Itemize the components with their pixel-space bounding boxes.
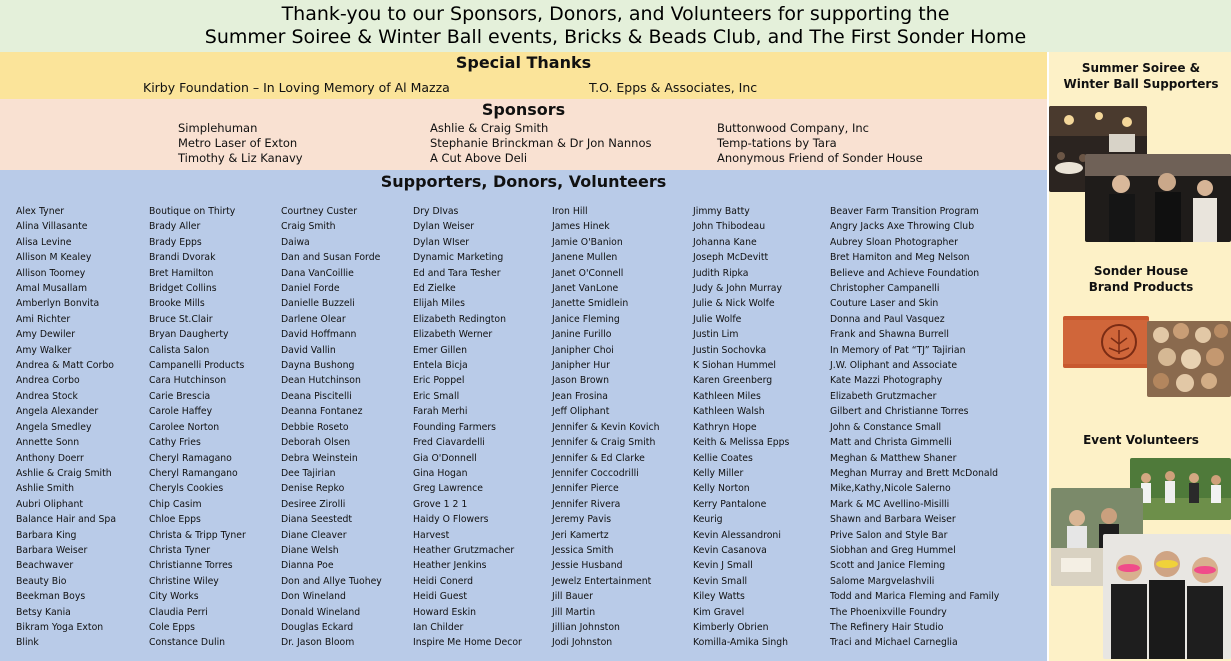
- supporter-name: Keurig: [693, 514, 723, 526]
- supporter-name: Christine Wiley: [149, 575, 219, 587]
- supporter-name: Traci and Michael Carneglia: [830, 637, 958, 649]
- supporter-name: Brandi Dvorak: [149, 252, 216, 264]
- supporter-name: Judy & John Murray: [693, 283, 782, 295]
- sponsors-section: [0, 99, 1047, 170]
- supporter-name: Cheryls Cookies: [149, 483, 224, 495]
- supporter-name: Christopher Campanelli: [830, 283, 940, 295]
- supporter-name: Salome Margvelashvili: [830, 575, 935, 587]
- supporter-name: Ed and Tara Tesher: [413, 267, 501, 279]
- supporter-name: Beachwaver: [16, 560, 74, 572]
- supporters-column: [281, 204, 382, 651]
- supporter-name: Eric Small: [413, 390, 460, 402]
- supporter-name: Ami Richter: [16, 313, 71, 325]
- supporter-name: Dynamic Marketing: [413, 252, 504, 264]
- supporter-name: Desiree Zirolli: [281, 498, 346, 510]
- supporter-name: Janet VanLone: [552, 283, 619, 295]
- special-thanks-item: T.O. Epps & Associates, Inc: [589, 80, 758, 95]
- supporter-name: The Refinery Hair Studio: [830, 621, 944, 633]
- supporter-name: Bret Hamilton: [149, 267, 214, 279]
- supporter-name: Aubrey Sloan Photographer: [830, 236, 958, 248]
- supporter-name: Donna and Paul Vasquez: [830, 313, 945, 325]
- supporter-name: Couture Laser and Skin: [830, 298, 939, 310]
- supporter-name: Alex Tyner: [16, 206, 65, 217]
- supporter-name: Heather Grutzmacher: [413, 544, 515, 556]
- supporter-name: Inspire Me Home Decor: [413, 637, 522, 649]
- supporter-name: Dee Tajirian: [281, 467, 336, 479]
- supporter-name: Ed Zielke: [413, 283, 456, 295]
- supporter-name: Siobhan and Greg Hummel: [830, 544, 956, 556]
- supporter-name: Andrea Stock: [16, 390, 78, 402]
- supporter-name: Brady Aller: [149, 221, 201, 233]
- sponsors-column: [430, 121, 652, 166]
- supporter-name: Jennifer & Kevin Kovich: [552, 421, 660, 433]
- supporter-name: Meghan Murray and Brett McDonald: [830, 467, 999, 479]
- sponsor-name: Temp-tations by Tara: [717, 136, 837, 150]
- supporter-name: Ian Childer: [413, 621, 464, 633]
- supporter-name: Cheryl Ramagano: [149, 452, 232, 464]
- supporter-name: Allison M Kealey: [16, 252, 92, 264]
- sponsor-name: Metro Laser of Exton: [178, 136, 298, 150]
- supporter-name: Iron Hill: [552, 206, 588, 217]
- supporter-name: Daniel Forde: [281, 283, 340, 295]
- supporter-name: Joseph McDevitt: [693, 252, 769, 264]
- supporter-name: Founding Farmers: [413, 421, 497, 433]
- supporter-name: Danielle Buzzeli: [281, 298, 355, 310]
- supporter-name: Janine Furillo: [552, 329, 612, 341]
- supporters-section: [0, 170, 1047, 661]
- supporter-name: Kevin Small: [693, 575, 748, 587]
- supporter-name: Elizabeth Werner: [413, 329, 493, 341]
- sponsor-name: Timothy & Liz Kanavy: [178, 151, 303, 165]
- leather-product-photo: [1063, 316, 1149, 368]
- supporter-name: Kathleen Walsh: [693, 406, 765, 418]
- supporter-name: Jennifer Pierce: [552, 483, 619, 495]
- supporter-name: Kathleen Miles: [693, 390, 761, 402]
- supporter-name: Jill Bauer: [552, 591, 593, 603]
- supporter-name: Cathy Fries: [149, 437, 201, 449]
- supporter-name: James Hinek: [552, 221, 610, 233]
- supporter-name: Julie & Nick Wolfe: [693, 298, 775, 310]
- supporter-name: Dr. Jason Bloom: [281, 637, 355, 649]
- supporter-name: K Siohan Hummel: [693, 360, 776, 372]
- supporter-name: Prive Salon and Style Bar: [830, 529, 948, 541]
- supporter-name: Carole Haffey: [149, 406, 213, 418]
- supporter-name: David Hoffmann: [281, 329, 357, 341]
- supporter-name: Jessica Smith: [552, 544, 614, 556]
- supporter-name: Elizabeth Redington: [413, 313, 506, 325]
- supporter-name: Gia O'Donnell: [413, 452, 477, 464]
- supporter-name: Kathryn Hope: [693, 421, 757, 433]
- supporter-name: Diane Cleaver: [281, 529, 347, 541]
- supporter-name: Alina Villasante: [16, 221, 88, 233]
- volunteers-outdoor-photo: [1130, 458, 1231, 520]
- supporter-name: Grove 1 2 1: [413, 498, 468, 510]
- supporter-name: Harvest: [413, 529, 450, 541]
- supporter-name: Jewelz Entertainment: [552, 575, 652, 587]
- special-thanks-heading: Special Thanks: [455, 53, 592, 72]
- supporter-name: Bikram Yoga Exton: [16, 621, 104, 633]
- supporter-name: Angry Jacks Axe Throwing Club: [830, 221, 975, 233]
- supporter-name: Christa & Tripp Tyner: [149, 529, 246, 541]
- supporter-name: Constance Dulin: [149, 637, 226, 649]
- supporters-column: [552, 204, 660, 651]
- supporter-name: Jamie O'Banion: [552, 236, 623, 248]
- supporter-name: Heather Jenkins: [413, 560, 487, 572]
- title-line: Sonder House: [1093, 264, 1189, 278]
- supporters-column: [830, 204, 999, 651]
- supporter-name: Julie Wolfe: [693, 313, 742, 325]
- bead-bracelets-photo: [1147, 321, 1231, 397]
- supporter-name: Balance Hair and Spa: [16, 514, 117, 526]
- supporter-name: Komilla-Amika Singh: [693, 637, 789, 649]
- supporter-name: Kate Mazzi Photography: [830, 375, 943, 387]
- supporter-name: In Memory of Pat “TJ” Tajirian: [830, 344, 966, 356]
- supporter-name: Shawn and Barbara Weiser: [830, 514, 956, 526]
- supporter-name: Debra Weinstein: [281, 452, 358, 464]
- supporter-name: Kelly Norton: [693, 483, 750, 495]
- supporter-name: Don Wineland: [281, 591, 346, 603]
- supporter-name: Barbara King: [16, 529, 77, 541]
- supporter-name: Craig Smith: [281, 221, 336, 233]
- sponsor-name: Buttonwood Company, Inc: [717, 121, 869, 135]
- supporter-name: Dylan Weiser: [413, 221, 475, 233]
- supporter-name: Frank and Shawna Burrell: [830, 329, 949, 341]
- supporter-name: Bryan Daugherty: [149, 329, 229, 341]
- supporter-name: Jillian Johnston: [552, 621, 620, 633]
- supporter-name: Donald Wineland: [281, 606, 361, 618]
- supporter-name: Jessie Husband: [552, 560, 623, 572]
- supporter-name: Janipher Choi: [552, 344, 614, 356]
- page-header: [0, 0, 1231, 52]
- supporter-name: Darlene Olear: [281, 313, 346, 325]
- supporter-name: Jodi Johnston: [552, 637, 613, 649]
- supporter-name: Janipher Hur: [552, 360, 610, 372]
- supporter-name: J.W. Oliphant and Associate: [830, 360, 958, 372]
- supporter-name: Jennifer & Ed Clarke: [552, 452, 645, 464]
- supporter-name: Bret Hamiton and Meg Nelson: [830, 252, 970, 264]
- sponsors-column: [178, 121, 303, 166]
- supporter-name: Heidi Conerd: [413, 575, 474, 587]
- supporter-name: John & Constance Small: [830, 421, 942, 433]
- supporter-name: Johanna Kane: [693, 236, 757, 248]
- supporter-name: Bruce St.Clair: [149, 313, 213, 325]
- supporter-name: David Vallin: [281, 344, 336, 356]
- supporter-name: Haidy O Flowers: [413, 514, 489, 526]
- supporter-name: Beekman Boys: [16, 591, 86, 603]
- supporter-name: Blink: [16, 637, 39, 649]
- supporter-name: Kerry Pantalone: [693, 498, 767, 510]
- supporter-name: Emer Gillen: [413, 344, 467, 356]
- supporter-name: Believe and Achieve Foundation: [830, 267, 980, 279]
- supporter-name: Don and Allye Tuohey: [281, 575, 382, 587]
- supporter-name: Elijah Miles: [413, 298, 465, 310]
- supporter-name: Chip Casim: [149, 498, 202, 510]
- supporter-name: Justin Sochovka: [693, 344, 767, 356]
- supporter-name: Angela Smedley: [16, 421, 92, 433]
- supporter-name: The Phoenixville Foundry: [830, 606, 947, 618]
- header-line-1: Thank-you to our Sponsors, Donors, and Volunteers for supporting the: [281, 3, 950, 25]
- supporter-name: Beaver Farm Transition Program: [830, 206, 979, 217]
- supporter-name: Dayna Bushong: [281, 360, 355, 372]
- supporter-name: Betsy Kania: [16, 606, 71, 618]
- supporter-name: Cara Hutchinson: [149, 375, 227, 387]
- supporter-name: Kimberly Obrien: [693, 621, 769, 633]
- supporter-name: Debbie Roseto: [281, 421, 349, 433]
- supporter-name: Denise Repko: [281, 483, 345, 495]
- supporter-name: Allison Toomey: [16, 267, 86, 279]
- supporter-name: Kevin Casanova: [693, 544, 767, 556]
- brand-products-title: [1049, 263, 1231, 295]
- supporter-name: Jeff Oliphant: [552, 406, 610, 418]
- supporter-name: Keith & Melissa Epps: [693, 437, 790, 449]
- supporter-name: Janene Mullen: [552, 252, 618, 264]
- supporter-name: Todd and Marica Fleming and Family: [830, 591, 1000, 603]
- supporter-name: Janet O'Connell: [552, 267, 624, 279]
- supporter-name: City Works: [149, 591, 199, 603]
- supporter-name: Greg Lawrence: [413, 483, 483, 495]
- supporter-name: Justin Lim: [693, 329, 739, 341]
- supporter-name: Annette Sonn: [16, 437, 80, 449]
- supporter-name: Jeri Kamertz: [552, 529, 609, 541]
- supporter-name: Judith Ripka: [693, 267, 749, 279]
- supporter-name: Diana Seestedt: [281, 514, 353, 526]
- header-line-2: Summer Soiree & Winter Ball events, Bricks & Beads Club, and The First Sonder Home: [204, 26, 1027, 48]
- supporter-name: Aubri Oliphant: [16, 498, 84, 510]
- supporter-name: Deanna Fontanez: [281, 406, 363, 418]
- supporter-name: John Thibodeau: [693, 221, 766, 233]
- supporter-name: Howard Eskin: [413, 606, 477, 618]
- supporter-name: Cole Epps: [149, 621, 195, 633]
- supporter-name: Daiwa: [281, 236, 310, 248]
- supporter-name: Dianna Poe: [281, 560, 334, 572]
- gala-guests-photo: [1085, 154, 1231, 242]
- supporter-name: Jean Frosina: [552, 390, 608, 402]
- supporter-name: Eric Poppel: [413, 375, 465, 387]
- supporter-name: Beauty Bio: [16, 575, 67, 587]
- supporter-name: Cheryl Ramangano: [149, 467, 238, 479]
- supporter-name: Andrea Corbo: [16, 375, 80, 387]
- supporter-name: Fred Ciavardelli: [413, 437, 485, 449]
- sponsor-name: Simplehuman: [178, 121, 258, 135]
- supporter-name: Ashlie & Craig Smith: [16, 467, 112, 479]
- sponsors-heading: Sponsors: [481, 100, 566, 119]
- supporter-name: Dry DIvas: [413, 206, 459, 217]
- supporter-name: Jennifer Rivera: [552, 498, 621, 510]
- supporter-name: Brooke Mills: [149, 298, 205, 310]
- supporter-name: Amberlyn Bonvita: [16, 298, 100, 310]
- special-thanks-section: [0, 52, 1047, 99]
- supporter-name: Douglas Eckard: [281, 621, 354, 633]
- special-thanks-item: Kirby Foundation – In Loving Memory of Al Mazza: [143, 80, 450, 95]
- supporter-name: Mark & MC Avellino-Misilli: [830, 498, 950, 510]
- supporter-name: Heidi Guest: [413, 591, 468, 603]
- supporter-name: Farah Merhi: [413, 406, 468, 418]
- supporter-name: Deana Piscitelli: [281, 390, 352, 402]
- supporter-name: Gina Hogan: [413, 467, 468, 479]
- supporter-name: Ashlie Smith: [16, 483, 75, 495]
- supporter-name: Kevin Alessandroni: [693, 529, 781, 541]
- supporter-name: Kellie Coates: [693, 452, 753, 464]
- sponsor-name: Ashlie & Craig Smith: [430, 121, 549, 135]
- supporter-name: Courtney Custer: [281, 206, 358, 217]
- supporter-name: Kiley Watts: [693, 591, 745, 603]
- supporter-name: Mike,Kathy,Nicole Salerno: [830, 483, 951, 495]
- supporter-name: Jeremy Pavis: [552, 514, 612, 526]
- supporter-name: Gilbert and Christianne Torres: [830, 406, 969, 418]
- supporter-name: Angela Alexander: [16, 406, 99, 418]
- supporter-name: Alisa Levine: [16, 236, 72, 248]
- supporter-name: Jimmy Batty: [693, 206, 750, 217]
- supporter-name: Dana VanCoillie: [281, 267, 354, 279]
- supporter-name: Amy Walker: [16, 344, 72, 356]
- supporter-name: Christa Tyner: [149, 544, 211, 556]
- supporter-name: Jason Brown: [552, 375, 609, 387]
- supporter-name: Chloe Epps: [149, 514, 201, 526]
- supporter-name: Janette Smidlein: [552, 298, 629, 310]
- sponsor-name: Stephanie Brinckman & Dr Jon Nannos: [430, 136, 652, 150]
- supporter-name: Campanelli Products: [149, 360, 245, 372]
- sponsor-name: A Cut Above Deli: [430, 151, 528, 165]
- title-line: Brand Products: [1088, 280, 1194, 294]
- photo-sidebar: [1047, 52, 1231, 661]
- supporter-name: Brady Epps: [149, 236, 202, 248]
- supporter-name: Carie Brescia: [149, 390, 211, 402]
- supporter-name: Amy Dewiler: [16, 329, 76, 341]
- supporter-name: Christianne Torres: [149, 560, 233, 572]
- supporter-name: Dean Hutchinson: [281, 375, 361, 387]
- supporter-name: Jennifer Coccodrilli: [552, 467, 639, 479]
- supporter-name: Elizabeth Grutzmacher: [830, 390, 937, 402]
- supporter-name: Dan and Susan Forde: [281, 252, 381, 264]
- supporter-name: Calista Salon: [149, 344, 210, 356]
- event-volunteers-title: Event Volunteers: [1083, 433, 1199, 447]
- supporter-name: Anthony Doerr: [16, 452, 84, 464]
- supporter-name: Entela Bicja: [413, 360, 468, 372]
- supporter-name: Bridget Collins: [149, 283, 217, 295]
- supporter-name: Kim Gravel: [693, 606, 745, 618]
- supporter-name: Boutique on Thirty: [149, 206, 236, 217]
- supporter-name: Jill Martin: [552, 606, 596, 618]
- title-line: Summer Soiree &: [1081, 61, 1201, 75]
- sponsors-column: [717, 121, 923, 166]
- supporters-photos-title: [1049, 60, 1231, 92]
- supporter-name: Claudia Perri: [149, 606, 208, 618]
- supporter-name: Andrea & Matt Corbo: [16, 360, 114, 372]
- supporters-column: [693, 204, 789, 651]
- supporter-name: Carolee Norton: [149, 421, 220, 433]
- supporter-name: Karen Greenberg: [693, 375, 773, 387]
- volunteers-group-photo: [1103, 534, 1231, 659]
- supporter-name: Jennifer & Craig Smith: [552, 437, 656, 449]
- supporter-name: Janice Fleming: [552, 313, 620, 325]
- supporter-name: Scott and Janice Fleming: [830, 560, 946, 572]
- supporter-name: Kelly Miller: [693, 467, 744, 479]
- supporter-name: Deborah Olsen: [281, 437, 351, 449]
- title-line: Winter Ball Supporters: [1063, 77, 1219, 91]
- supporter-name: Kevin J Small: [693, 560, 753, 572]
- sponsor-name: Anonymous Friend of Sonder House: [717, 151, 923, 165]
- supporter-name: Amal Musallam: [16, 283, 88, 295]
- supporter-name: Matt and Christa Gimmelli: [830, 437, 952, 449]
- supporter-name: Diane Welsh: [281, 544, 339, 556]
- supporters-column: [16, 204, 116, 651]
- supporter-name: Meghan & Matthew Shaner: [830, 452, 957, 464]
- supporter-name: Barbara Weiser: [16, 544, 88, 556]
- supporter-name: Dylan WIser: [413, 236, 470, 248]
- supporters-heading: Supporters, Donors, Volunteers: [380, 172, 667, 191]
- supporters-column: [149, 204, 246, 651]
- supporters-column: [413, 204, 522, 651]
